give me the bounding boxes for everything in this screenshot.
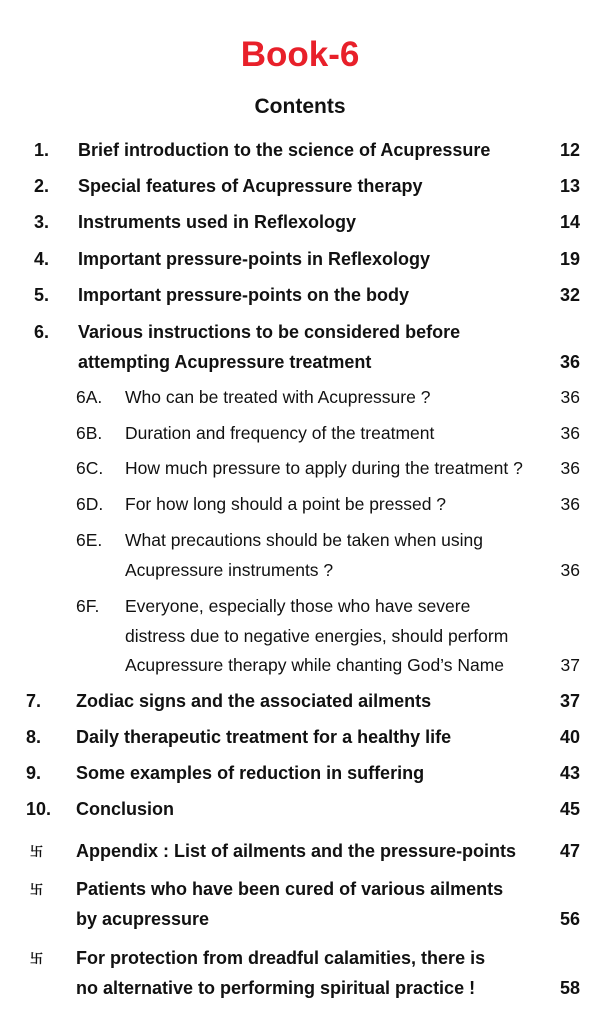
entry-page: 36 (559, 351, 580, 372)
entry-number: 3. (34, 212, 50, 232)
entry-title: Important pressure-points on the body (78, 285, 410, 305)
entry-title: Appendix : List of ailments and the pressure-points (76, 841, 517, 861)
entry-number: 6F. (76, 596, 100, 616)
entry-title: Duration and frequency of the treatment (125, 423, 435, 443)
entry-number: 6E. (76, 530, 103, 550)
entry-page: 56 (559, 908, 580, 929)
entry-number: 6A. (76, 387, 103, 407)
entry-page: 43 (559, 763, 580, 783)
entry-title: Patients who have been cured of various ailments (76, 879, 504, 899)
entry-title: Conclusion (76, 799, 174, 819)
entry-title: Special features of Acupressure therapy (78, 176, 423, 196)
entry-title: Everyone, especially those who have severe (125, 596, 471, 616)
entry-page: 36 (560, 494, 580, 514)
entry-number: 6D. (76, 494, 104, 514)
entry-page: 32 (559, 285, 580, 305)
entry-title: Various instructions to be considered before (78, 322, 461, 342)
entry-title: Important pressure-points in Reflexology (78, 249, 431, 269)
entry-number: 6. (34, 322, 50, 342)
entry-title: How much pressure to apply during the treatment ? (125, 458, 523, 478)
entry-number: 7. (26, 691, 42, 711)
entry-page: 37 (560, 655, 580, 675)
contents-title: Contents (254, 95, 346, 118)
entry-number: 10. (26, 799, 52, 819)
entry-title: by acupressure (76, 908, 210, 929)
entry-number: 1. (34, 140, 50, 160)
swastika-icon: 卐 (30, 882, 44, 897)
entry-title: distress due to negative energies, should perform (125, 625, 509, 646)
entry-title: Some examples of reduction in suffering (76, 763, 425, 783)
entry-page: 14 (559, 212, 580, 232)
entry-title: Zodiac signs and the associated ailments (76, 691, 432, 711)
swastika-icon: 卐 (30, 951, 44, 966)
entry-page: 58 (559, 977, 580, 998)
entry-title: Acupressure therapy while chanting God’s Name (125, 655, 505, 675)
entry-title: Who can be treated with Acupressure ? (125, 387, 431, 407)
entry-title: What precautions should be taken when using (125, 530, 484, 550)
entry-title: no alternative to performing spiritual practice ! (76, 977, 476, 998)
entry-page: 19 (559, 249, 580, 269)
book-title: Book-6 (240, 35, 360, 74)
entry-page: 36 (560, 559, 580, 580)
entry-number: 6B. (76, 423, 103, 443)
entry-title: Acupressure instruments ? (125, 559, 334, 580)
entry-page: 36 (560, 458, 580, 478)
entry-page: 47 (559, 841, 580, 861)
entry-title: attempting Acupressure treatment (78, 351, 372, 372)
entry-number: 8. (26, 727, 42, 747)
entry-title: For protection from dreadful calamities, there is (76, 948, 486, 968)
entry-title: Instruments used in Reflexology (78, 212, 357, 232)
entry-page: 36 (560, 423, 580, 443)
entry-number: 5. (34, 285, 50, 305)
entry-number: 9. (26, 763, 42, 783)
entry-title: Daily therapeutic treatment for a healthy life (76, 727, 452, 747)
entry-number: 6C. (76, 458, 104, 478)
entry-page: 40 (559, 727, 580, 747)
entry-number: 4. (34, 249, 50, 269)
entry-title: Brief introduction to the science of Acupressure (78, 140, 491, 160)
entry-page: 37 (559, 691, 580, 711)
entry-title: For how long should a point be pressed ? (125, 494, 447, 514)
swastika-icon: 卐 (30, 844, 44, 859)
entry-page: 13 (559, 176, 580, 196)
entry-page: 12 (559, 140, 580, 160)
entry-page: 45 (559, 799, 580, 819)
entry-number: 2. (34, 176, 50, 196)
entry-page: 36 (560, 387, 580, 407)
